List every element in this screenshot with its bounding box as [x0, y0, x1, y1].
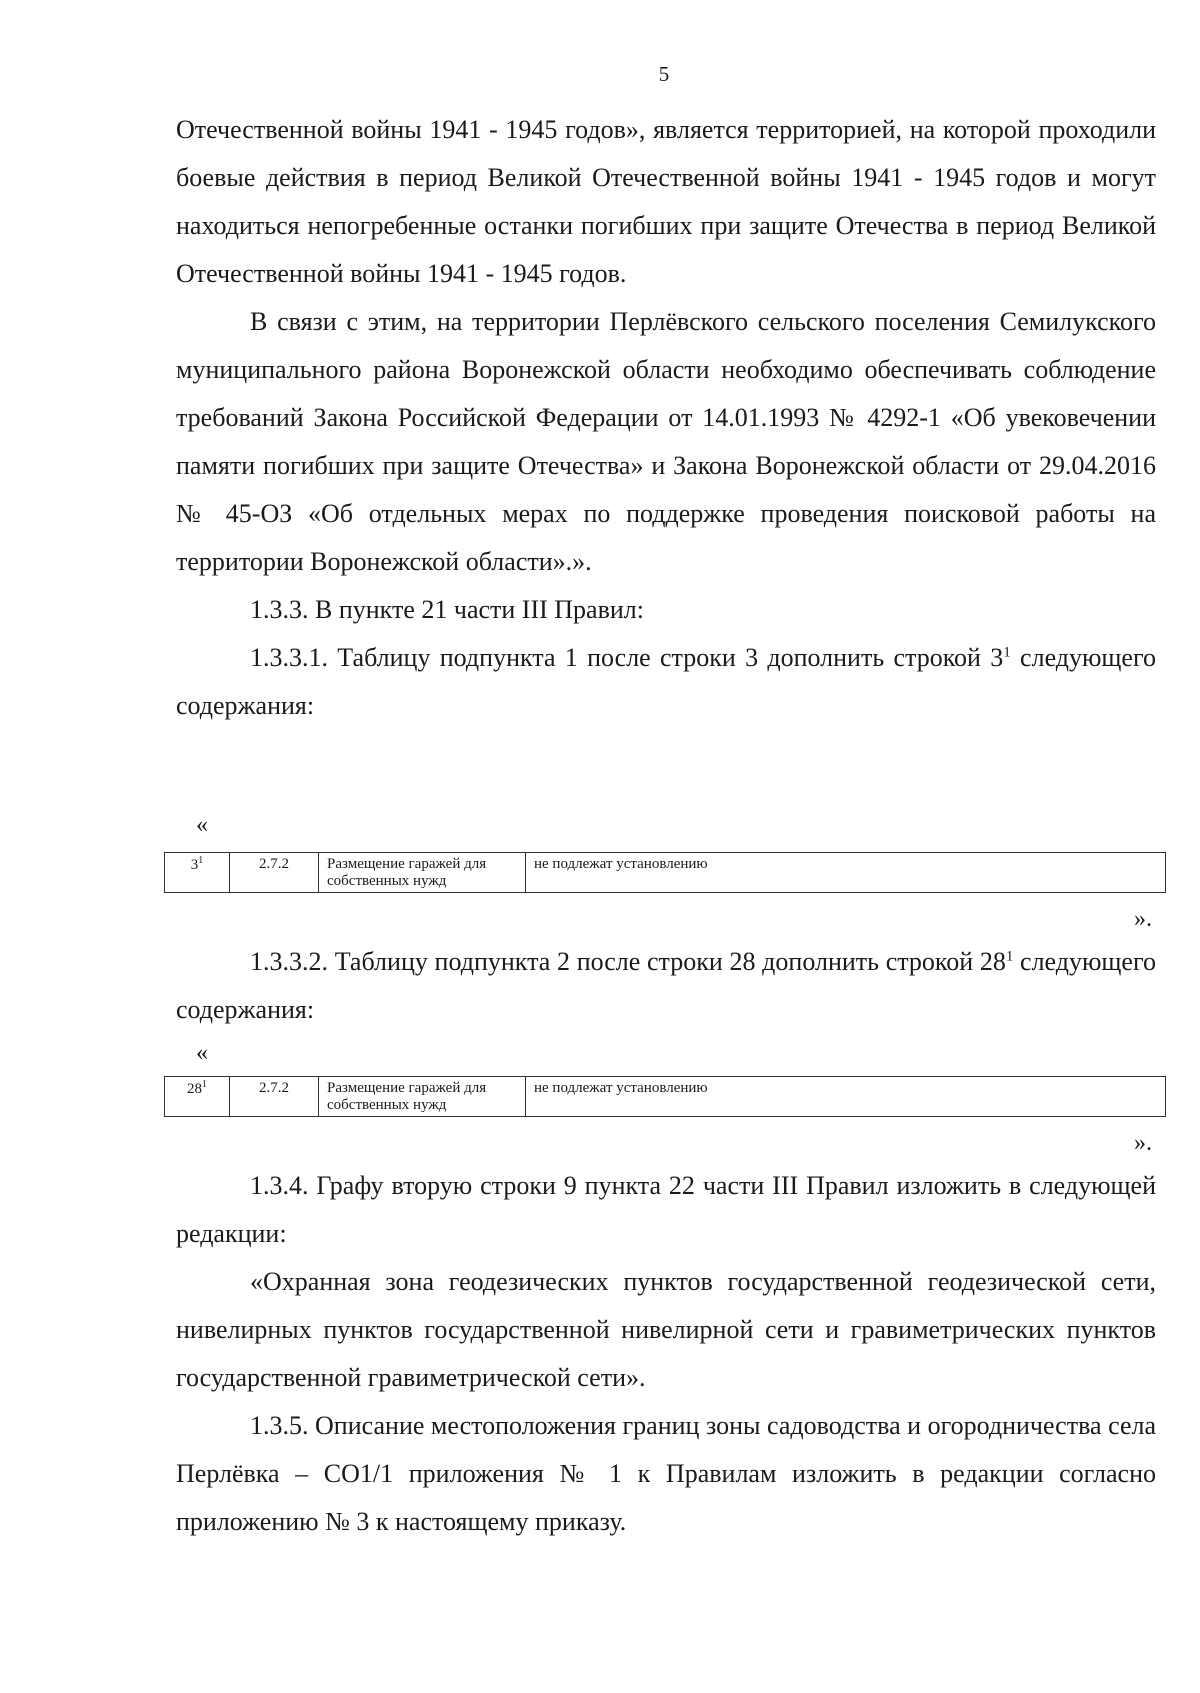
insert-table-2	[164, 1076, 1166, 1117]
code-cell: 2.7.2	[230, 1077, 319, 1117]
quote-close-1: ».	[1134, 906, 1152, 932]
table-row	[165, 1077, 1166, 1117]
value-cell: не подлежат установлению	[526, 1077, 1166, 1117]
quote-open-2: «	[196, 1040, 208, 1066]
name-cell: Размещение гаражей для собственных нужд	[319, 853, 526, 893]
paragraph-quote-zone: «Охранная зона геодезических пунктов государственной геодезической сети, нивелирных пунктов государственной нивелирной сети и гравиметрических пунктов государственной гравиметрической сети».	[176, 1267, 1156, 1392]
paragraph-1-3-3-2: 1.3.3.2. Таблицу подпункта 2 после строки 28 дополнить строкой $28^1$ следующего содержания:	[176, 947, 1156, 1024]
paragraph-1-3-3-1: 1.3.3.1. Таблицу подпункта 1 после строки 3 дополнить строкой $3^1$ следующего содержания:	[176, 643, 1156, 720]
value-cell: не подлежат установлению	[526, 853, 1166, 893]
quote-open-1: «	[196, 812, 208, 838]
row-number-cell: $28^1$	[165, 1077, 230, 1117]
table-row	[165, 853, 1166, 893]
quote-close-2: ».	[1134, 1130, 1152, 1156]
paragraph-1-3-5: 1.3.5. Описание местоположения границ зоны садоводства и огородничества села Перлёвка – СО1/1 приложения № 1 к Правилам изложить в редакции согласно приложению № 3 к настоящему приказу.	[176, 1411, 1156, 1536]
paragraph-1-3-4: 1.3.4. Графу вторую строки 9 пункта 22 части III Правил изложить в следующей редакции:	[176, 1171, 1156, 1248]
paragraph-continuation: Отечественной войны 1941 - 1945 годов», является территорией, на которой проходили боевые действия в период Великой Отечественной войны 1941 - 1945 годов и могут находиться непогребенные останки погибших при защите Отечества в период Великой Отечественной войны 1941 - 1945 годов.	[176, 115, 1156, 288]
body-text-bottom	[176, 1162, 1156, 1546]
body-text-top	[176, 106, 1156, 730]
row-number-cell: $3^1$	[165, 853, 230, 893]
paragraph-obligation: В связи с этим, на территории Перлёвского сельского поселения Семилукского муниципального района Воронежской области необходимо обеспечивать соблюдение требований Закона Российской Федерации от 14.01.1993 № 4292-1 «Об увековечении памяти погибших при защите Отечества» и Закона Воронежской области от 29.04.2016 № 45-ОЗ «Об отдельных мерах по поддержке проведения поисковой работы на территории Воронежской области».».	[176, 307, 1156, 576]
code-cell: 2.7.2	[230, 853, 319, 893]
name-cell: Размещение гаражей для собственных нужд	[319, 1077, 526, 1117]
page-number: 5	[658, 62, 670, 86]
insert-table-1	[164, 852, 1166, 893]
paragraph-1-3-3: 1.3.3. В пункте 21 части III Правил:	[250, 595, 644, 624]
body-text-mid	[176, 938, 1156, 1034]
